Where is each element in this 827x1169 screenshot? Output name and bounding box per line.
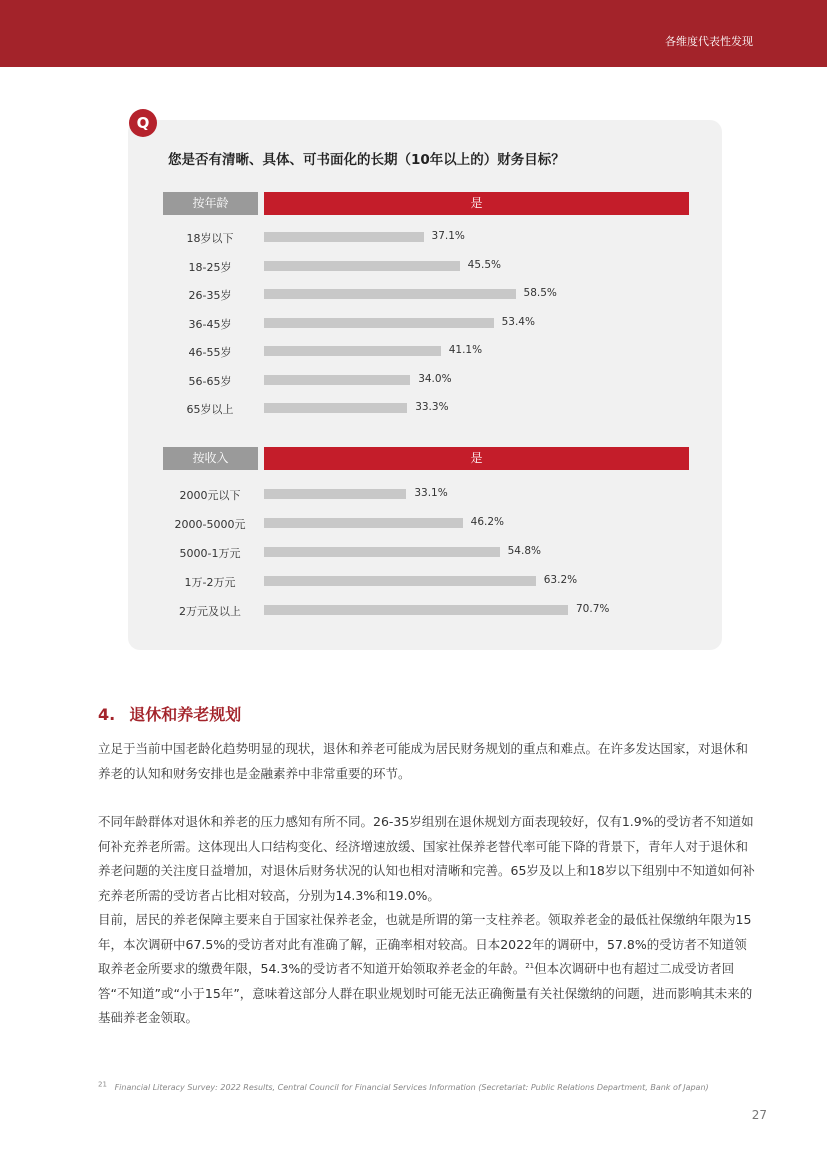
age-value-header: 是 bbox=[264, 192, 689, 215]
age-bar-value: 41.1% bbox=[448, 344, 483, 356]
section-heading bbox=[98, 702, 241, 725]
income-row-label: 2000-5000元 bbox=[174, 518, 246, 531]
income-bar bbox=[264, 518, 463, 528]
age-bar-value: 34.0% bbox=[418, 372, 452, 385]
age-group-header: 按年龄 bbox=[163, 192, 258, 215]
income-bar bbox=[264, 547, 500, 557]
age-bar-value: 45.5% bbox=[467, 258, 501, 271]
age-row-label: 18岁以下 bbox=[186, 232, 234, 245]
age-bar-value: 53.4% bbox=[501, 315, 535, 328]
income-row-label: 1万-2万元 bbox=[184, 576, 236, 589]
paragraph-3-part-a: 目前，居民的养老保障主要来自于国家社保养老金，也就是所谓的第一支柱养老。领取养老金的最低社保缴纳年限为15年，本次调研中67.5%的受访者对此有准确了解，正确率相对较高。日本2022年的调研中，57.8%的受访者不知道领取养老金所要求的缴费年限，54.3%的受访者不知道开始领取养老金的年龄。 bbox=[98, 912, 752, 976]
age-row-label: 36-45岁 bbox=[188, 317, 232, 331]
age-bar-value: 33.3% bbox=[415, 401, 449, 413]
footnote-text: Financial Literacy Survey: 2022 Results, Central Council for Financial Services Information (Secretariat: Public Relations Department, Bank of Japan) bbox=[114, 1083, 709, 1092]
income-bar-value: 46.2% bbox=[470, 516, 505, 528]
age-row-label: 65岁以上 bbox=[186, 403, 234, 416]
age-bar bbox=[264, 403, 407, 413]
age-bar-value: 37.1% bbox=[431, 230, 465, 242]
income-row-label: 2000元以下 bbox=[179, 489, 241, 502]
page-header bbox=[0, 0, 827, 67]
paragraph-1: 立足于当前中国老龄化趋势明显的现状，退休和养老可能成为居民财务规划的重点和难点。在许多发达国家，对退休和养老的认知和财务安排也是金融素养中非常重要的环节。 bbox=[98, 741, 749, 781]
income-value-header: 是 bbox=[264, 447, 689, 470]
income-bar bbox=[264, 605, 568, 615]
age-row-label: 18-25岁 bbox=[188, 260, 232, 274]
footnote-ref: 21 bbox=[525, 961, 535, 970]
income-row-label: 2万元及以上 bbox=[179, 605, 241, 618]
income-bar bbox=[264, 576, 536, 586]
income-bar-value: 63.2% bbox=[543, 574, 578, 586]
age-bar bbox=[264, 232, 424, 242]
income-bar-value: 33.1% bbox=[414, 487, 448, 499]
age-bar bbox=[264, 289, 516, 299]
header-title: 各维度代表性发现 bbox=[665, 35, 753, 48]
age-bar bbox=[264, 375, 410, 385]
page-number: 27 bbox=[751, 1108, 767, 1122]
section-title: 退休和养老规划 bbox=[129, 705, 242, 724]
footnote bbox=[98, 1080, 709, 1092]
income-row-label: 5000-1万元 bbox=[179, 547, 241, 560]
age-bar bbox=[264, 346, 441, 356]
question-badge: Q bbox=[129, 109, 157, 137]
section-number: 4. bbox=[98, 705, 116, 724]
income-bar bbox=[264, 489, 406, 499]
age-row-label: 46-55岁 bbox=[188, 346, 232, 359]
age-bar-value: 58.5% bbox=[523, 287, 557, 299]
paragraph-2: 不同年龄群体对退休和养老的压力感知有所不同。26-35岁组别在退休规划方面表现较好，仅有1.9%的受访者不知道如何补充养老所需。这体现出人口结构变化、经济增速放缓、国家社保养老替代率可能下降的背景下，青年人对于退休和养老问题的关注度日益增加，对退休后财务状况的认知也相对清晰和完善。65岁及以上和18岁以下组别中不知道如何补充养老所需的受访者占比相对较高，分别为14.3%和19.0%。 bbox=[98, 814, 755, 903]
age-row-label: 26-35岁 bbox=[188, 289, 232, 302]
income-bar-value: 70.7% bbox=[576, 603, 610, 615]
age-bar bbox=[264, 318, 494, 328]
paragraph-3-part-b: 但本次调研中也有超过二成受访者回答“不知道”或“小于15年”，意味着这部分人群在职业规划时可能无法正确衡量有关社保缴纳的问题，进而影响其未来的基础养老金领取。 bbox=[98, 961, 753, 1025]
age-row-label: 56-65岁 bbox=[188, 374, 232, 388]
survey-question: 您是否有清晰、具体、可书面化的长期（10年以上的）财务目标？ bbox=[168, 152, 565, 168]
footnote-mark: 21 bbox=[98, 1080, 107, 1089]
income-group-header: 按收入 bbox=[163, 447, 258, 470]
income-bar-value: 54.8% bbox=[507, 545, 541, 557]
paragraph-3 bbox=[98, 908, 758, 1031]
age-bar bbox=[264, 261, 460, 271]
